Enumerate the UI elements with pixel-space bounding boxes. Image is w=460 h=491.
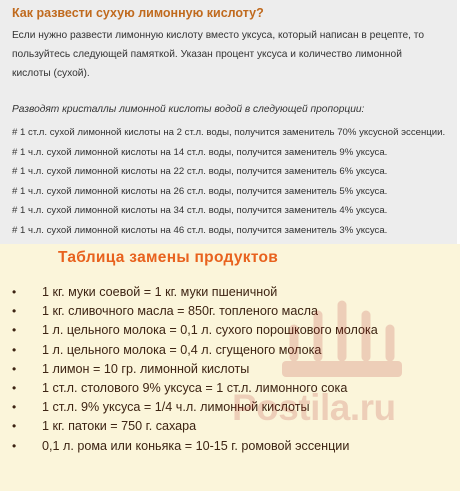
list-item-text: 1 кг. патоки = 750 г. сахара bbox=[42, 419, 197, 434]
substitution-list bbox=[10, 283, 455, 456]
list-item bbox=[10, 321, 455, 340]
list-item-text: 1 ст.л. 9% уксуса = 1/4 ч.л. лимонной кислоты bbox=[42, 400, 310, 415]
bullet-icon: • bbox=[12, 419, 17, 434]
intro-text: Если нужно развести лимонную кислоту вместо уксуса, который написан в рецепте, то пользуйтесь следующей памяткой. Указан процент уксуса и количество лимонной кислоты (сухой). bbox=[12, 30, 425, 79]
list-item bbox=[10, 398, 455, 417]
list-item-text: 1 кг. муки соевой = 1 кг. муки пшеничной bbox=[42, 285, 278, 299]
list-item-text: 0,1 л. рома или коньяка = 10-15 г. ромовой эссенции bbox=[42, 438, 350, 453]
list-item bbox=[10, 341, 455, 360]
table-title: Таблица замены продуктов bbox=[58, 249, 279, 266]
bullet-icon: • bbox=[12, 342, 17, 357]
bullet-icon: • bbox=[12, 304, 17, 319]
list-item bbox=[10, 283, 455, 302]
list-item-text: 1 л. цельного молока = 0,4 л. сгущеного молока bbox=[42, 342, 322, 357]
ratio-item: # 1 ч.л. сухой лимонной кислоты на 26 ст.л. воды, получится заменитель 5% уксуса. bbox=[12, 185, 388, 197]
bullet-icon: • bbox=[12, 400, 17, 415]
list-item-text: 1 ст.л. столового 9% уксуса = 1 ст.л. лимонного сока bbox=[42, 381, 348, 396]
list-item bbox=[10, 437, 455, 456]
ratio-item: # 1 ч.л. сухой лимонной кислоты на 34 ст.л. воды, получится заменитель 4% уксуса. bbox=[12, 205, 388, 216]
bullet-icon: • bbox=[12, 381, 17, 396]
ratio-item: # 1 ч.л. сухой лимонной кислоты на 46 ст.л. воды, получится заменитель 3% уксуса. bbox=[12, 224, 388, 236]
ratio-item: # 1 ч.л. сухой лимонной кислоты на 22 ст.л. воды, получится заменитель 6% уксуса. bbox=[12, 166, 388, 177]
instruction-text: Разводят кристаллы лимонной кислоты водой в следующей пропорции: bbox=[12, 104, 365, 115]
ratio-list bbox=[12, 123, 452, 240]
citric-acid-panel bbox=[0, 0, 460, 244]
list-item bbox=[10, 417, 455, 436]
list-item-text: 1 лимон = 10 гр. лимонной кислоты bbox=[42, 361, 250, 376]
substitution-panel bbox=[0, 244, 460, 491]
bullet-icon: • bbox=[12, 285, 17, 299]
ratio-item: # 1 ст.л. сухой лимонной кислоты на 2 ст.л. воды, получится заменитель 70% уксусной эссенции. bbox=[12, 127, 446, 138]
list-item bbox=[10, 302, 455, 321]
bullet-icon: • bbox=[12, 361, 17, 376]
list-item-text: 1 л. цельного молока = 0,1 л. сухого порошкового молока bbox=[42, 323, 378, 338]
bullet-icon: • bbox=[12, 323, 17, 338]
list-item bbox=[10, 379, 455, 398]
bullet-icon: • bbox=[12, 438, 17, 453]
ratio-item: # 1 ч.л. сухой лимонной кислоты на 14 ст.л. воды, получится заменитель 9% уксуса. bbox=[12, 146, 388, 158]
list-item bbox=[10, 360, 455, 379]
panel-title: Как развести сухую лимонную кислоту? bbox=[12, 6, 264, 20]
list-item-text: 1 кг. сливочного масла = 850г. топленого масла bbox=[42, 304, 318, 319]
